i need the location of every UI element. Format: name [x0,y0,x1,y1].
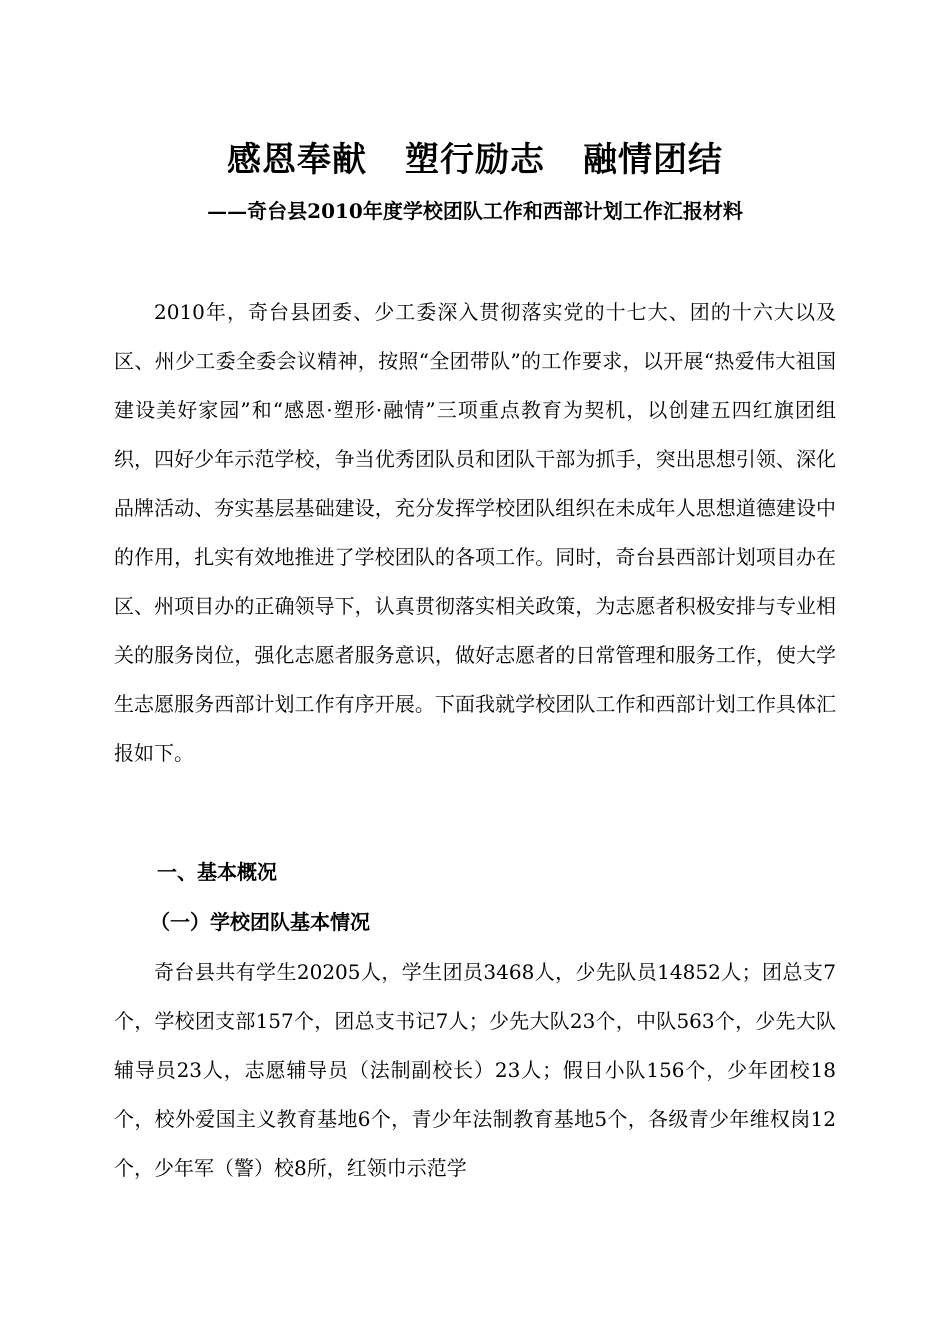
intro-paragraph: 2010年，奇台县团委、少工委深入贯彻落实党的十七大、团的十六大以及区、州少工委全委会议精神，按照“全团带队”的工作要求，以开展“热爱伟大祖国建设美好家园”和“感恩·塑形·融情”三项重点教育为契机，以创建五四红旗团组织，四好少年示范学校，争当优秀团队员和团队干部为抓手，突出思想引领、深化品牌活动、夯实基层基础建设，充分发挥学校团队组织在未成年人思想道德建设中的作用，扎实有效地推进了学校团队的各项工作。同时，奇台县西部计划项目办在区、州项目办的正确领导下，认真贯彻落实相关政策，为志愿者积极安排与专业相关的服务岗位，强化志愿者服务意识，做好志愿者的日常管理和服务工作，使大学生志愿服务西部计划工作有序开展。下面我就学校团队工作和西部计划工作具体汇报如下。 [114,300,836,765]
document-title [0,138,950,182]
document-subtitle: ——奇台县2010年度学校团队工作和西部计划工作汇报材料 [207,199,743,223]
subsection-heading-school-league: （一）学校团队基本情况 [150,910,370,934]
statistics-paragraph: 奇台县共有学生20205人，学生团员3468人，少先队员14852人；团总支7个，学校团支部157个，团总支书记7人；少先大队23个，中队563个，少先大队辅导员23人，志愿辅导员（法制副校长）23人；假日小队156个，少年团校18个，校外爱国主义教育基地6个，青少年法制教育基地5个，各级青少年维权岗12个，少年军（警）校8所，红领巾示范学 [114,960,836,1180]
title-part-2: 塑行励志 [405,140,545,180]
title-part-1: 感恩奉献 [227,140,367,180]
title-part-3: 融情团结 [583,140,723,180]
section-heading-basic-overview: 一、基本概况 [157,860,277,884]
